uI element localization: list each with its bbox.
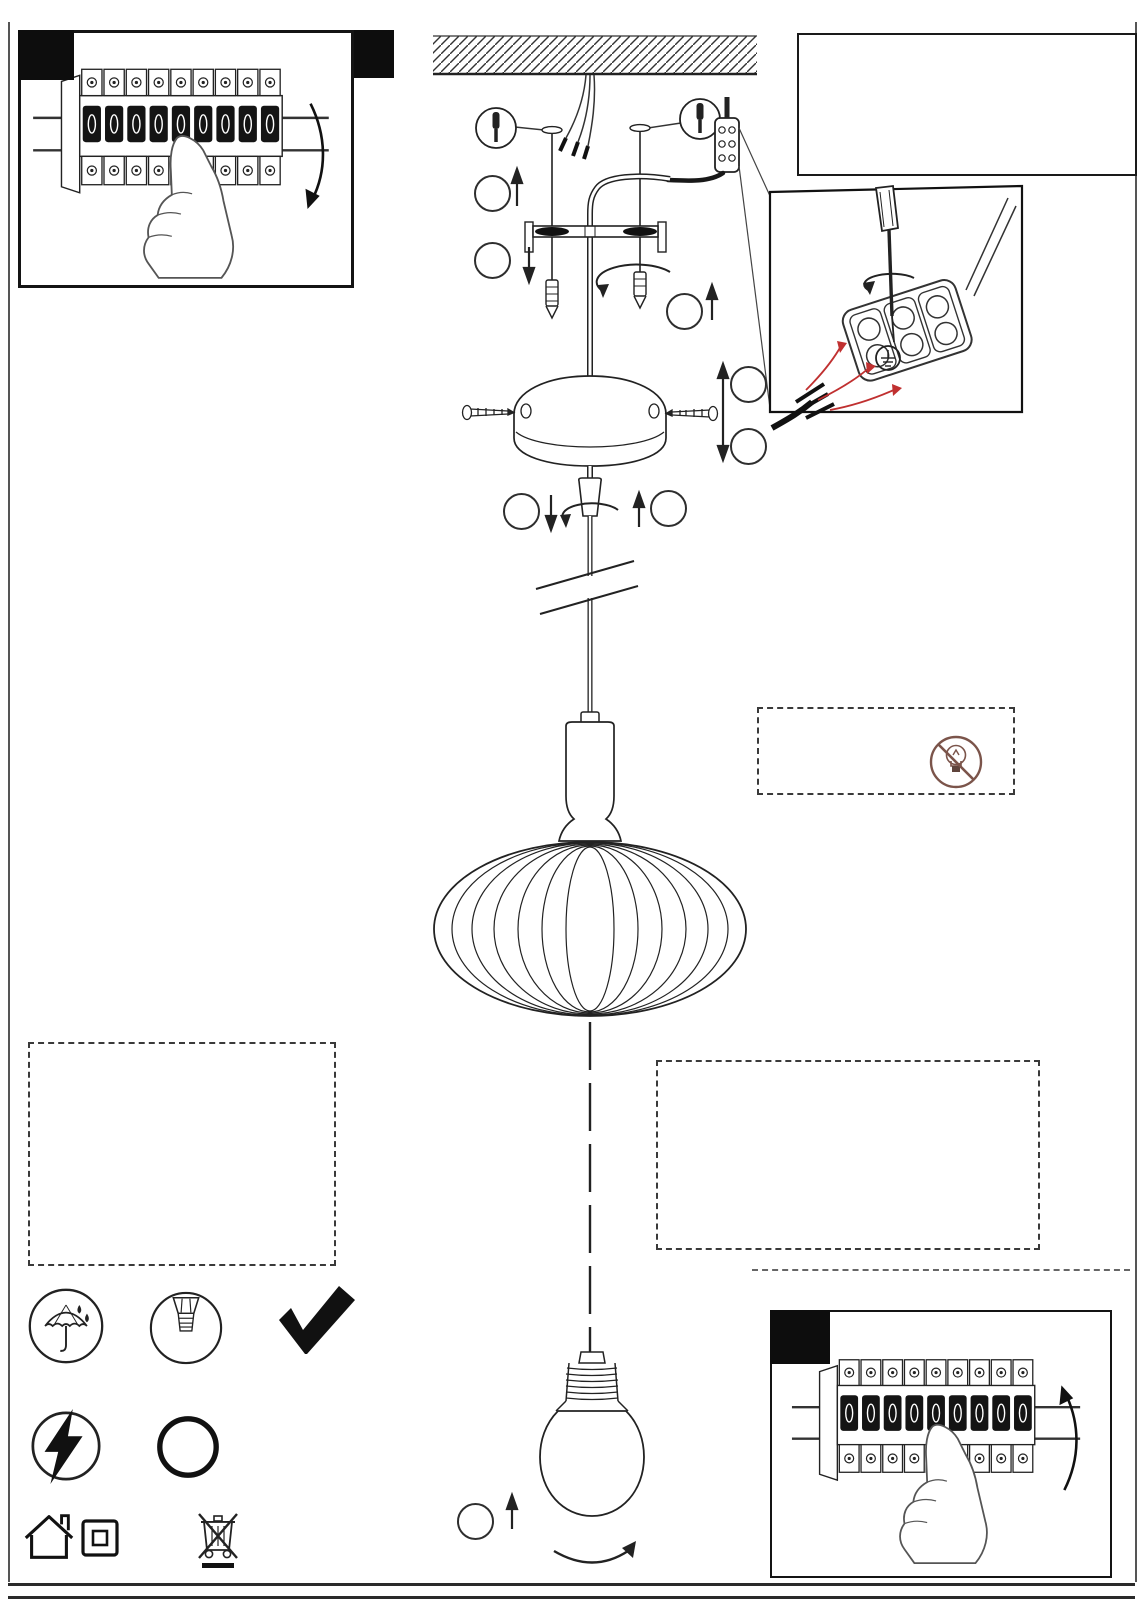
canopy-screw-left xyxy=(463,406,515,420)
anchor-plug-icon xyxy=(493,112,500,129)
connector-block xyxy=(715,97,739,172)
panel-a-label xyxy=(18,30,74,80)
threaded-rod-right xyxy=(630,125,650,308)
house-icon xyxy=(20,1508,78,1564)
step-arrow-updown xyxy=(718,364,728,460)
threaded-rod-left xyxy=(542,127,562,318)
ceiling-illustration xyxy=(433,36,757,74)
lamp-socket xyxy=(559,712,621,841)
ceiling-canopy xyxy=(463,376,718,466)
step-badge-4 xyxy=(666,293,703,330)
cert-ip20 xyxy=(24,1286,108,1369)
light-bulb xyxy=(540,1352,644,1516)
umbrella-rain-icon xyxy=(26,1286,106,1366)
arrow-down-icon xyxy=(305,189,319,209)
step-badge-2 xyxy=(730,428,767,465)
step-badge-1 xyxy=(503,493,540,530)
mounting-bracket xyxy=(525,222,666,252)
lightning-bolt-icon xyxy=(27,1406,105,1488)
panel-c xyxy=(770,1310,1112,1578)
lamp-shade xyxy=(434,842,746,1016)
emc-badge-icon xyxy=(153,1412,223,1482)
panel-b-label xyxy=(354,30,394,78)
panel-c-label xyxy=(770,1310,830,1364)
cable-break xyxy=(536,561,638,714)
e27-socket-icon xyxy=(147,1289,225,1367)
double-insulation-icon xyxy=(80,1518,120,1558)
cert-rohs xyxy=(260,1284,372,1367)
anchor-plug-icon xyxy=(697,103,704,120)
step-badge-5 xyxy=(474,242,511,279)
step-badge-3 xyxy=(474,175,511,212)
wall-anchor-callout-left xyxy=(476,108,544,148)
step-arrow-bulb xyxy=(507,1495,517,1529)
rotate-arrow-bulb xyxy=(554,1541,636,1563)
step-badge-8 xyxy=(457,1503,494,1540)
cert-e27 xyxy=(146,1289,226,1370)
brand-header xyxy=(797,33,1137,176)
page-bottom-rule xyxy=(8,1583,1135,1586)
manufacturer-box xyxy=(656,1060,1040,1250)
rsp-info-box xyxy=(28,1042,336,1266)
arrow-up-icon xyxy=(1059,1385,1073,1405)
cert-max-watt xyxy=(24,1406,108,1491)
weee-instructions xyxy=(22,288,456,300)
crossed-bulb-icon xyxy=(927,733,985,791)
step-badge-7 xyxy=(650,490,687,527)
step-badge-6 xyxy=(730,366,767,403)
suspension-tube xyxy=(590,173,723,380)
bulb-notice-box xyxy=(757,707,1015,795)
cut-line xyxy=(752,1269,1130,1271)
canopy-screw-right xyxy=(666,407,718,421)
page-bottom-rule xyxy=(8,1596,1135,1599)
rohs-checkmark-icon xyxy=(263,1284,369,1364)
wall-anchor-callout-right xyxy=(648,99,720,139)
breaker-panel-off-illustration xyxy=(23,51,347,284)
power-wires xyxy=(560,75,595,159)
cert-emc xyxy=(148,1412,228,1485)
breaker-panel-on-illustration xyxy=(782,1342,1098,1569)
crossed-wheelie-bin-icon xyxy=(196,1508,240,1570)
panel-a xyxy=(18,30,354,288)
cord-grip xyxy=(560,466,618,576)
